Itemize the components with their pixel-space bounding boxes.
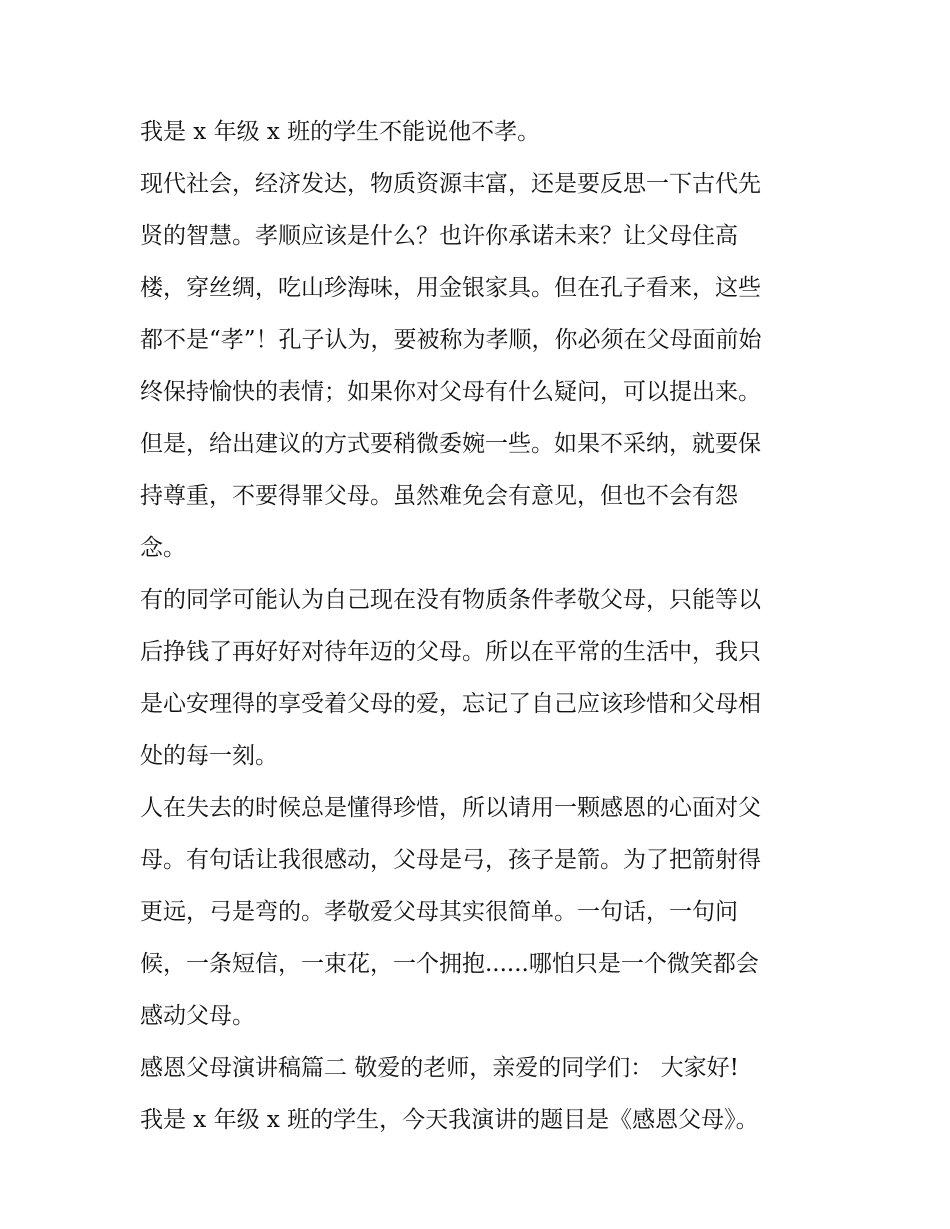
text-line: 后挣钱了再好好对待年迈的父母。所以在平常的生活中，我只 [140, 639, 761, 665]
text-line: 母。有句话让我很感动，父母是弓，孩子是箭。为了把箭射得 [140, 847, 761, 873]
text-line: 我是 x 年级 x 班的学生，今天我演讲的题目是《感恩父母》。 [140, 1107, 759, 1133]
text-line: 楼，穿丝绸，吃山珍海味，用金银家具。但在孔子看来，这些 [140, 275, 761, 301]
text-line: 我是 x 年级 x 班的学生不能说他不孝。 [140, 119, 541, 145]
text-line: 更远，弓是弯的。孝敬爱父母其实很简单。一句话，一句问 [140, 899, 738, 925]
text-line: 贤的智慧。孝顺应该是什么？也许你承诺未来？让父母住高 [140, 223, 738, 249]
text-line: 处的每一刻。 [140, 743, 278, 769]
text-line: 人在失去的时候总是懂得珍惜，所以请用一颗感恩的心面对父 [140, 795, 761, 821]
text-line: 持尊重，不要得罪父母。虽然难免会有意见，但也不会有怨 [140, 483, 738, 509]
document-page [140, 106, 830, 1146]
text-line: 都不是“孝”！孔子认为，要被称为孝顺，你必须在父母面前始 [140, 327, 762, 353]
text-line: 感恩父母演讲稿篇二 敬爱的老师，亲爱的同学们： 大家好! [140, 1055, 739, 1081]
text-line: 但是，给出建议的方式要稍微委婉一些。如果不采纳，就要保 [140, 431, 761, 457]
text-line: 念。 [140, 535, 186, 561]
text-line: 终保持愉快的表情；如果你对父母有什么疑问，可以提出来。 [140, 379, 761, 405]
text-line: 感动父母。 [140, 1003, 255, 1029]
text-line: 是心安理得的享受着父母的爱，忘记了自己应该珍惜和父母相 [140, 691, 761, 717]
text-line: 有的同学可能认为自己现在没有物质条件孝敬父母，只能等以 [140, 587, 761, 613]
text-line: 现代社会，经济发达，物质资源丰富，还是要反思一下古代先 [140, 171, 761, 197]
text-line: 候，一条短信，一束花，一个拥抱......哪怕只是一个微笑都会 [140, 951, 759, 977]
